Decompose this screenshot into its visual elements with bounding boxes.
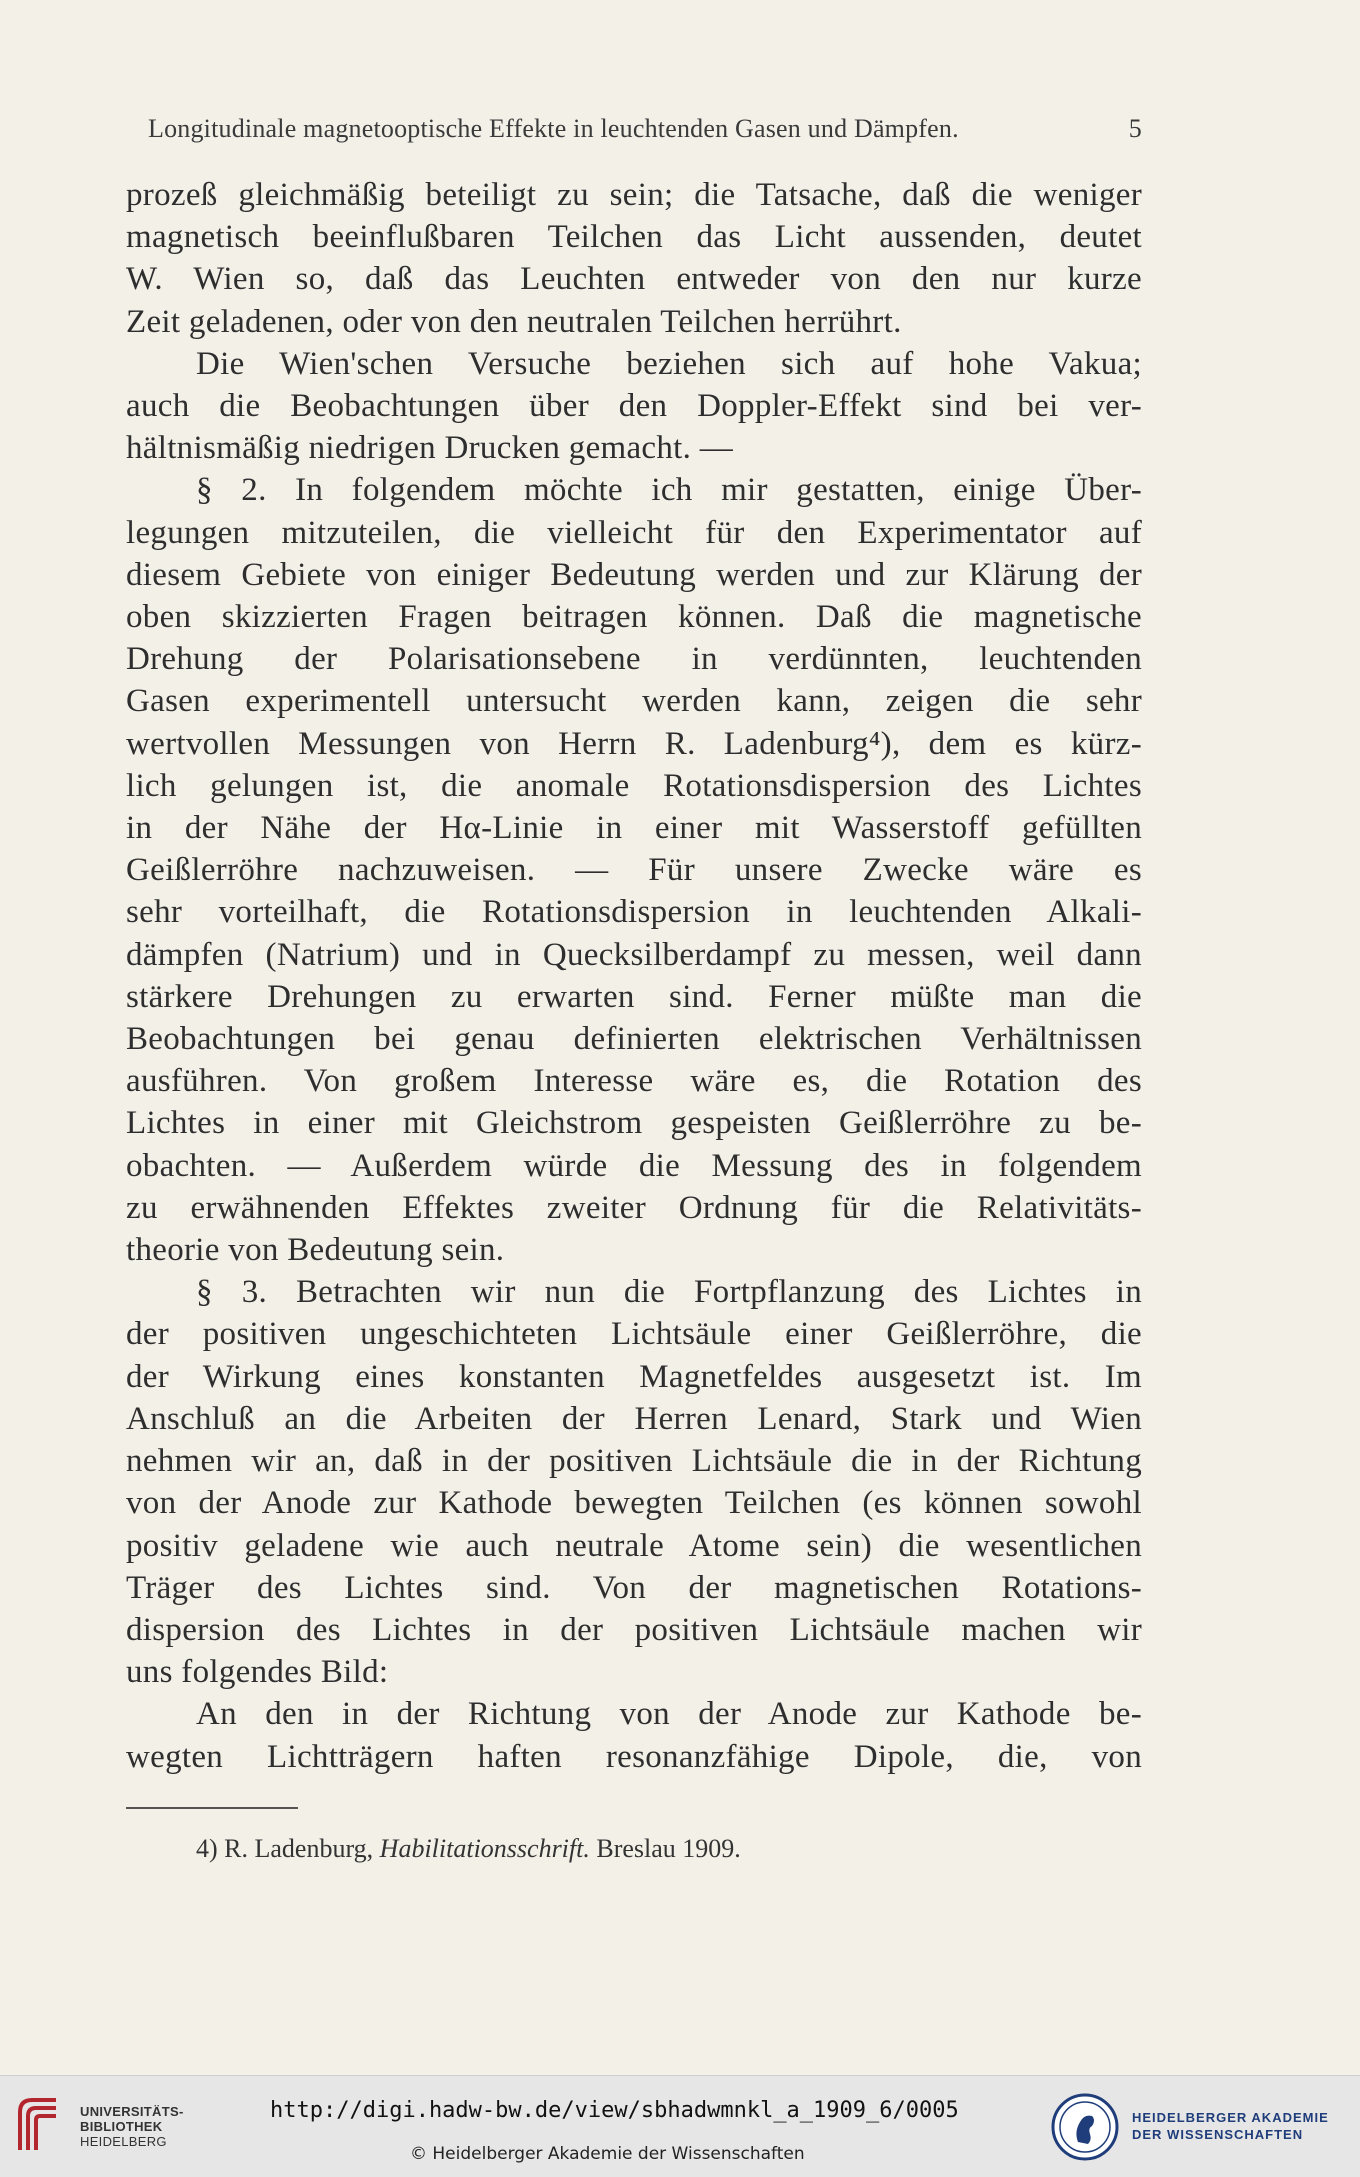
text-line: An den in der Richtung von der Anode zur Kathode be-: [196, 1696, 1142, 1733]
text-line: wertvollen Messungen von Herrn R. Ladenburg⁴), dem es kürz-: [126, 725, 1142, 762]
text-line: der positiven ungeschichteten Lichtsäule einer Geißlerröhre, die: [126, 1316, 1142, 1353]
text-line: dämpfen (Natrium) und in Quecksilberdampf zu messen, weil dann: [126, 936, 1142, 973]
text-line: magnetisch beeinflußbaren Teilchen das Licht aussenden, deutet: [126, 219, 1142, 256]
text-line: nehmen wir an, daß in der positiven Lichtsäule die in der Richtung: [126, 1443, 1142, 1480]
running-title: Longitudinale magnetooptische Effekte in leuchtenden Gasen und Dämpfen.: [148, 114, 959, 143]
text-line: Zeit geladenen, oder von den neutralen Teilchen herrührt.: [126, 303, 902, 340]
permalink-url[interactable]: http://digi.hadw-bw.de/view/sbhadwmnkl_a_1909_6/0005: [270, 2098, 959, 2123]
text-line: in der Nähe der Hα-Linie in einer mit Wasserstoff gefüllten: [126, 810, 1142, 847]
text-line: Drehung der Polarisationsebene in verdünnten, leuchtenden: [126, 641, 1142, 678]
text-line: auch die Beobachtungen über den Doppler-Effekt sind bei ver-: [126, 388, 1142, 425]
text-line: diesem Gebiete von einiger Bedeutung werden und zur Klärung der: [126, 556, 1142, 593]
running-head: [148, 114, 1142, 144]
text-line: Beobachtungen bei genau definierten elektrischen Verhältnissen: [126, 1021, 1142, 1058]
library-name-line: HEIDELBERG: [80, 2134, 167, 2149]
academy-name-line: HEIDELBERGER AKADEMIE: [1132, 2110, 1329, 2125]
text-line: oben skizzierten Fragen beitragen können. Daß die magnetische: [126, 599, 1142, 636]
text-line: wegten Lichtträgern haften resonanzfähige Dipole, die, von: [126, 1738, 1142, 1775]
text-line: der Wirkung eines konstanten Magnetfeldes ausgesetzt ist. Im: [126, 1358, 1142, 1395]
text-line: dispersion des Lichtes in der positiven Lichtsäule machen wir: [126, 1611, 1142, 1648]
text-line: Anschluß an die Arbeiten der Herren Lenard, Stark und Wien: [126, 1400, 1142, 1437]
text-line: von der Anode zur Kathode bewegten Teilchen (es können sowohl: [126, 1485, 1142, 1522]
academy-seal-icon[interactable]: [1050, 2092, 1120, 2162]
text-line: Lichtes in einer mit Gleichstrom gespeisten Geißlerröhre zu be-: [126, 1105, 1142, 1142]
text-line: § 2. In folgendem möchte ich mir gestatten, einige Über-: [196, 472, 1142, 509]
text-line: theorie von Bedeutung sein.: [126, 1232, 505, 1269]
text-line: positiv geladene wie auch neutrale Atome sein) die wesentlichen: [126, 1527, 1142, 1564]
footnote-work: Habilitationsschrift.: [379, 1834, 590, 1863]
text-line: sehr vorteilhaft, die Rotationsdispersion in leuchtenden Alkali-: [126, 894, 1142, 931]
text-line: Geißlerröhre nachzuweisen. — Für unsere Zwecke wäre es: [126, 852, 1142, 889]
text-line: uns folgendes Bild:: [126, 1654, 389, 1691]
text-line: lich gelungen ist, die anomale Rotationsdispersion des Lichtes: [126, 767, 1142, 804]
text-line: stärkere Drehungen zu erwarten sind. Ferner müßte man die: [126, 978, 1142, 1015]
text-line: ausführen. Von großem Interesse wäre es, die Rotation des: [126, 1063, 1142, 1100]
footnote-marker: 4): [196, 1834, 218, 1863]
library-name-line: BIBLIOTHEK: [80, 2119, 163, 2134]
footnote-place-year: Breslau 1909.: [596, 1834, 741, 1863]
academy-name: [1132, 2109, 1329, 2143]
viewer-footer: [0, 2075, 1360, 2177]
text-line: prozeß gleichmäßig beteiligt zu sein; die Tatsache, daß die weniger: [126, 177, 1142, 213]
footnote-divider: [126, 1807, 298, 1809]
copyright-notice: © Heidelberger Akademie der Wissenschaften: [410, 2144, 805, 2164]
university-library-logo-icon[interactable]: [12, 2092, 72, 2158]
library-name-line: UNIVERSITÄTS-: [80, 2104, 184, 2119]
text-line: W. Wien so, daß das Leuchten entweder von den nur kurze: [126, 261, 1142, 298]
academy-name-line: DER WISSENSCHAFTEN: [1132, 2127, 1304, 2142]
library-name: [80, 2104, 184, 2149]
page-number: 5: [1128, 114, 1142, 143]
text-line: § 3. Betrachten wir nun die Fortpflanzung des Lichtes in: [196, 1274, 1142, 1311]
text-line: Die Wien'schen Versuche beziehen sich auf hohe Vakua;: [196, 345, 1142, 382]
text-line: obachten. — Außerdem würde die Messung des in folgendem: [126, 1147, 1142, 1184]
text-line: legungen mitzuteilen, die vielleicht für den Experimentator auf: [126, 514, 1142, 551]
body-text: [126, 174, 1142, 1778]
text-line: Träger des Lichtes sind. Von der magnetischen Rotations-: [126, 1569, 1142, 1606]
text-line: hältnismäßig niedrigen Drucken gemacht. —: [126, 430, 734, 467]
footnote: [196, 1834, 1096, 1864]
footnote-author: R. Ladenburg,: [224, 1834, 374, 1863]
text-line: zu erwähnenden Effektes zweiter Ordnung für die Relativitäts-: [126, 1189, 1142, 1226]
text-line: Gasen experimentell untersucht werden kann, zeigen die sehr: [126, 683, 1142, 720]
